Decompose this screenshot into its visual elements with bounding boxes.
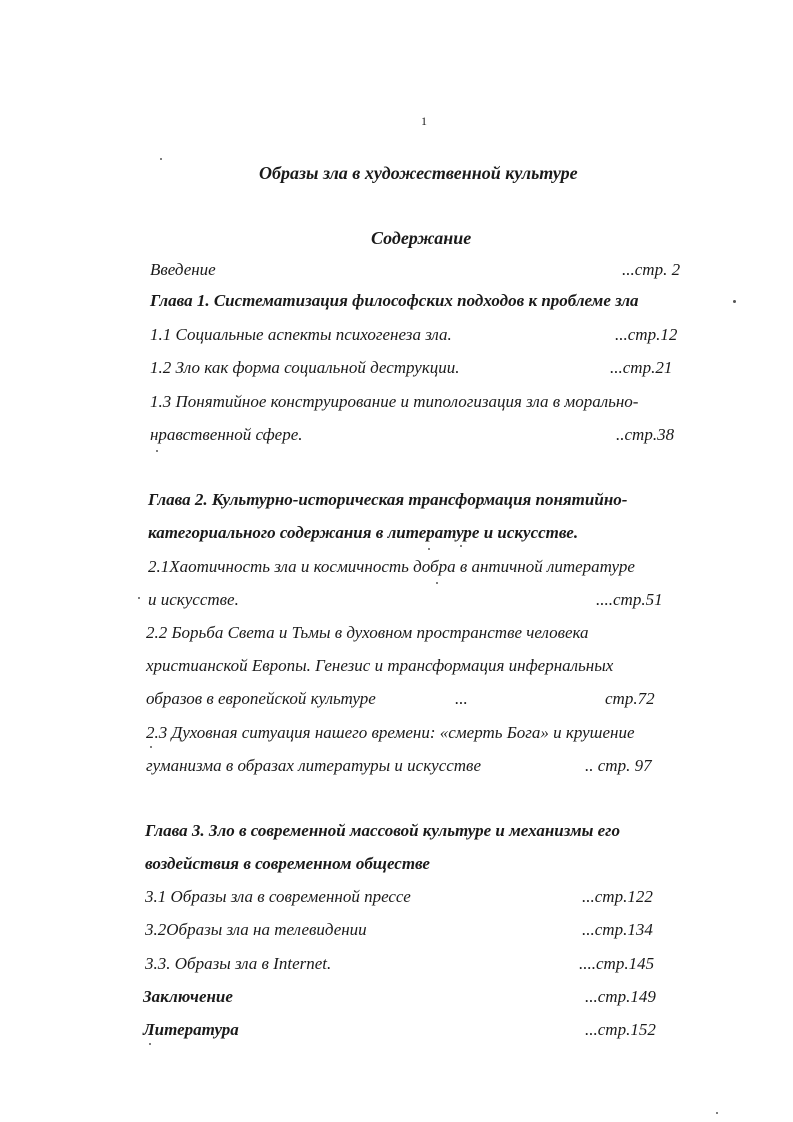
scan-speck xyxy=(149,1043,151,1045)
toc-s2-2-dots: ... xyxy=(455,689,468,708)
toc-s1-3-line2: нравственной сфере. xyxy=(150,425,303,444)
toc-s3-1-page: ...стр.122 xyxy=(582,887,653,906)
toc-s2-2-line2: христианской Европы. Генезис и трансформация инфернальных xyxy=(146,656,614,675)
toc-s2-2-page: стр.72 xyxy=(605,689,655,708)
toc-s1-3-line1: 1.3 Понятийное конструирование и типологизация зла в морально- xyxy=(150,392,639,411)
toc-s1-1-page: ...стр.12 xyxy=(615,325,678,344)
toc-s1-2-label: 1.2 Зло как форма социальной деструкции. xyxy=(150,358,460,377)
toc-s1-1-label: 1.1 Социальные аспекты психогенеза зла. xyxy=(150,325,452,344)
scan-speck xyxy=(436,582,438,584)
toc-conclusion-label: Заключение xyxy=(143,987,233,1006)
scan-speck xyxy=(733,300,736,303)
toc-conclusion-page: ...стр.149 xyxy=(585,987,656,1006)
page-number: 1 xyxy=(421,114,427,128)
toc-s3-3-page: ....стр.145 xyxy=(579,954,655,973)
toc-chapter1-title: Глава 1. Систематизация философских подходов к проблеме зла xyxy=(150,291,639,310)
toc-intro-label: Введение xyxy=(150,260,216,279)
toc-s3-2-page: ...стр.134 xyxy=(582,920,653,939)
toc-s2-1-line2: и искусстве. xyxy=(148,590,239,609)
toc-s2-3-line1: 2.3 Духовная ситуация нашего времени: «смерть Бога» и крушение xyxy=(146,723,635,742)
toc-chapter2-title-line1: Глава 2. Культурно-историческая трансформация понятийно- xyxy=(148,490,628,509)
scan-speck xyxy=(150,746,152,748)
toc-s2-1-line1: 2.1Хаотичность зла и космичность добра в античной литературе xyxy=(148,557,635,576)
scan-speck xyxy=(160,158,162,160)
toc-chapter3-title-line1: Глава 3. Зло в современной массовой культуре и механизмы его xyxy=(145,821,620,840)
toc-s3-2-label: 3.2Образы зла на телевидении xyxy=(145,920,367,939)
document-title: Образы зла в художественной культуре xyxy=(259,163,578,183)
toc-s3-3-label: 3.3. Образы зла в Internet. xyxy=(145,954,332,973)
toc-chapter3-title-line2: воздействия в современном обществе xyxy=(145,854,430,873)
scan-speck xyxy=(156,450,158,452)
scan-speck xyxy=(460,545,462,547)
scan-speck xyxy=(138,597,140,599)
toc-s2-3-line2: гуманизма в образах литературы и искусстве xyxy=(146,756,481,775)
toc-s2-2-line1: 2.2 Борьба Света и Тьмы в духовном пространстве человека xyxy=(146,623,589,642)
toc-literature-page: ...стр.152 xyxy=(585,1020,656,1039)
toc-intro-page: ...стр. 2 xyxy=(622,260,681,279)
toc-literature-label: Литература xyxy=(143,1020,239,1039)
toc-s2-3-page: .. стр. 97 xyxy=(585,756,652,775)
contents-heading: Содержание xyxy=(371,228,472,248)
toc-s2-1-page: ....стр.51 xyxy=(596,590,663,609)
toc-s3-1-label: 3.1 Образы зла в современной прессе xyxy=(145,887,411,906)
toc-s2-2-line3: образов в европейской культуре xyxy=(146,689,376,708)
toc-s1-3-page: ..стр.38 xyxy=(616,425,675,444)
scan-speck xyxy=(428,548,430,550)
scan-speck xyxy=(716,1112,718,1114)
toc-s1-2-page: ...стр.21 xyxy=(610,358,673,377)
toc-chapter2-title-line2: категориального содержания в литературе и искусстве. xyxy=(148,523,579,542)
